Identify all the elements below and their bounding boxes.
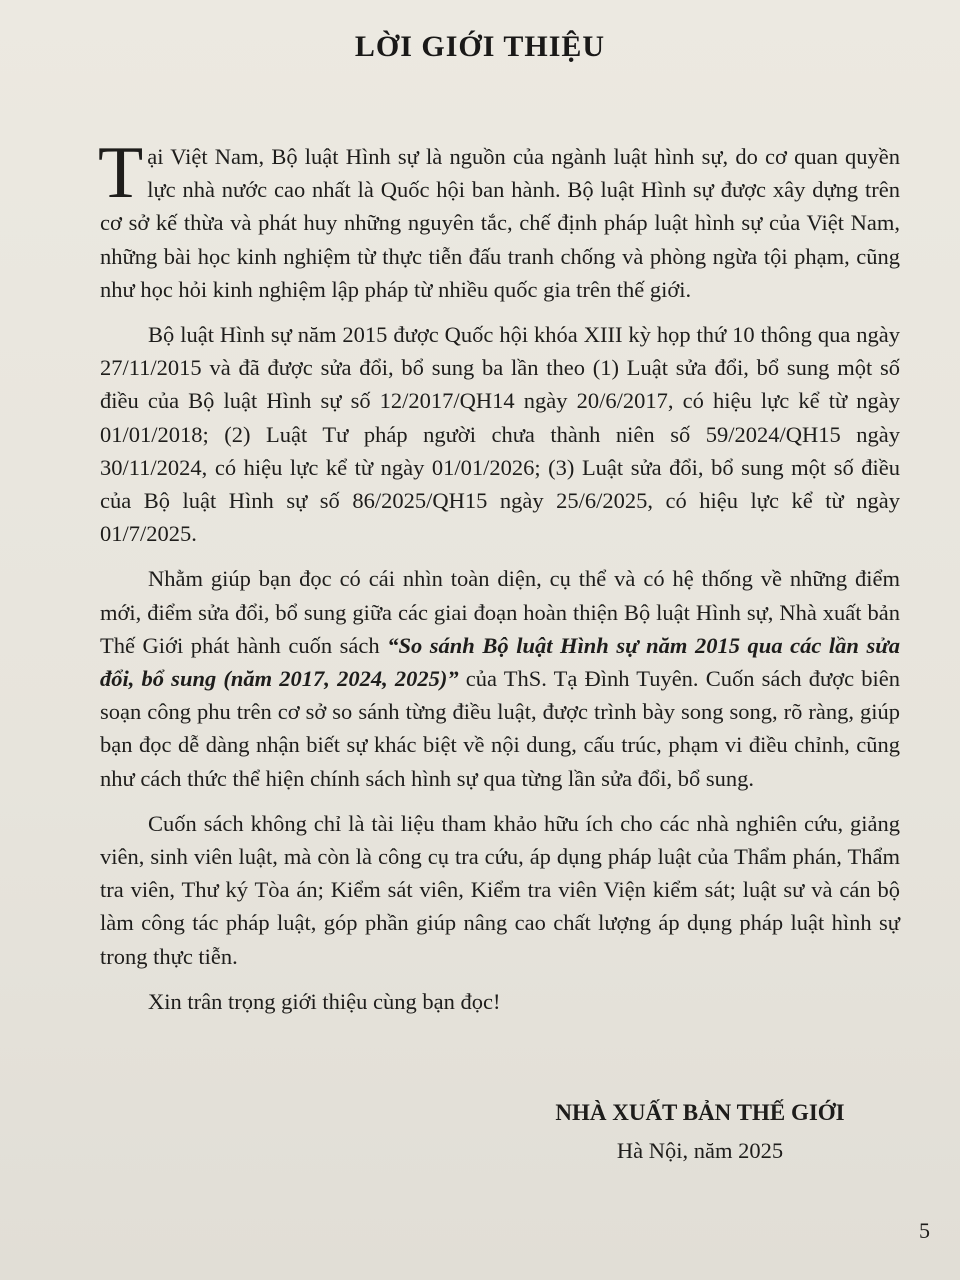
place-date: Hà Nội, năm 2025 — [616, 1138, 784, 1163]
closing-line: Xin trân trọng giới thiệu cùng bạn đọc! — [148, 988, 501, 1014]
publisher-signature: NHÀ XUẤT BẢN THẾ GIỚI — [555, 1100, 845, 1125]
page-title: LỜI GIỚI THIỆU — [354, 30, 606, 63]
paragraph-3 — [100, 562, 900, 794]
paragraph-1 — [98, 132, 900, 306]
paragraph-2: Bộ luật Hình sự năm 2015 được Quốc hội khóa XIII kỳ họp thứ 10 thông qua ngày 27/11/2015 và đã được sửa đổi, bổ sung ba lần theo (1) Luật sửa đổi, bổ sung một số điều của Bộ luật Hình sự số 12/2017/QH14 ngày 20/6/2017, có hiệu lực kể từ ngày 01/01/2018; (2) Luật Tư pháp người chưa thành niên số 59/2024/QH15 ngày 30/11/2024, có hiệu lực kể từ ngày 01/01/2026; (3) Luật sửa đổi, bổ sung một số điều của Bộ luật Hình sự số 86/2025/QH15 ngày 25/6/2025, có hiệu lực kể từ ngày 01/7/2025. — [100, 322, 900, 547]
introduction-body — [98, 132, 900, 1030]
paragraph-1-text: ại Việt Nam, Bộ luật Hình sự là nguồn của ngành luật hình sự, do cơ quan quyền lực nhà nước cao nhất là Quốc hội ban hành. Bộ luật Hình sự được xây dựng trên cơ sở kế thừa và phát huy những nguyên tắc, chế định pháp luật hình sự của Việt Nam, những bài học kinh nghiệm từ thực tiễn đấu tranh chống và phòng ngừa tội phạm, cũng như học hỏi kinh nghiệm lập pháp từ nhiều quốc gia trên thế giới. — [100, 144, 900, 302]
book-title: “So sánh Bộ luật Hình sự năm 2015 qua các lần sửa đổi, bổ sung (năm 2017, 2024, 2025)” — [100, 632, 900, 692]
paragraph-3-intro: Nhằm giúp bạn đọc có cái nhìn toàn diện, cụ thể và có hệ thống về những điểm mới, điểm sửa đổi, bổ sung giữa các giai đoạn hoàn thiện Bộ luật Hình sự, Nhà xuất bản Thế Giới phát hành cuốn sách — [100, 566, 900, 658]
drop-cap: T — [98, 132, 144, 214]
paragraph-3-rest: của ThS. Tạ Đình Tuyên. Cuốn sách được biên soạn công phu trên cơ sở so sánh từng điều luật, được trình bày song song, rõ ràng, giúp bạn đọc dễ dàng nhận biết sự khác biệt về nội dung, cấu trúc, phạm vi điều chỉnh, cũng như cách thức thể hiện chính sách hình sự qua từng lần sửa đổi, bổ sung. — [100, 666, 900, 791]
page-number: 5 — [919, 1218, 930, 1243]
paragraph-4: Cuốn sách không chỉ là tài liệu tham khảo hữu ích cho các nhà nghiên cứu, giảng viên, sinh viên luật, mà còn là công cụ tra cứu, áp dụng pháp luật của Thẩm phán, Thẩm tra viên, Thư ký Tòa án; Kiểm sát viên, Kiểm tra viên Viện kiểm sát; luật sư và cán bộ làm công tác pháp luật, góp phần giúp nâng cao chất lượng áp dụng pháp luật hình sự trong thực tiễn. — [100, 810, 900, 969]
